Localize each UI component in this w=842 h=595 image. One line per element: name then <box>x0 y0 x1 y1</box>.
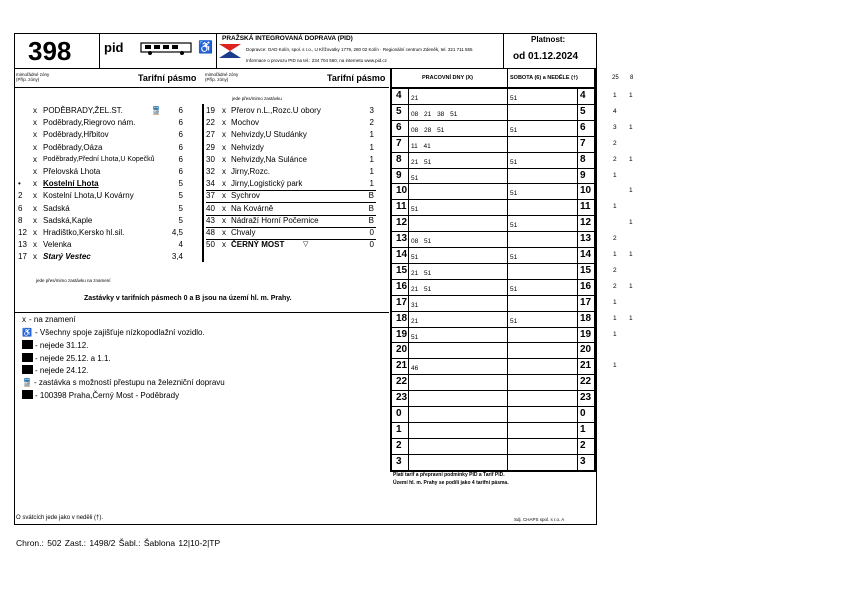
grid-line <box>390 120 596 121</box>
legend-text: - Všechny spoje zajišťuje nízkopodlažní vozidlo. <box>34 327 205 337</box>
stop-mark: x <box>222 130 226 140</box>
hour-label: 1 <box>396 423 402 435</box>
weekday-minutes: 51 <box>411 254 419 261</box>
stop-zone: 0 <box>369 228 374 237</box>
stop-time: 29 <box>206 142 215 152</box>
extra-count: 2 <box>613 266 617 274</box>
stop-zone: 4 <box>178 240 183 250</box>
operator-name: PRAŽSKÁ INTEGROVANÁ DOPRAVA (PID) <box>222 35 353 42</box>
tariff-note-1: Platí tarif a přepravní podmínky PID a Tarif PID. <box>393 472 505 478</box>
extra-count: 2 <box>613 235 617 243</box>
hour-label: 7 <box>580 137 586 149</box>
weekday-minutes: 46 <box>411 365 419 373</box>
train-icon: 🚆 <box>151 106 161 115</box>
hour-label: 4 <box>396 90 402 101</box>
extra-count: 1 <box>613 314 617 322</box>
legend-item <box>22 390 179 401</box>
hour-label: 12 <box>396 217 408 229</box>
stop-time: 22 <box>206 118 215 128</box>
hour-label: 18 <box>396 312 408 324</box>
stop-name: Přelovská Lhota <box>43 167 101 176</box>
hour-label: 18 <box>580 312 592 324</box>
hour-label: 23 <box>580 392 592 404</box>
stop-zone: B <box>368 215 374 225</box>
stop-zone: 6 <box>178 142 183 152</box>
stop-mark: x <box>222 191 226 201</box>
legend-text: - nejede 31.12. <box>35 341 89 350</box>
grid-line <box>390 263 596 264</box>
weekday-column-header: PRACOVNÍ DNY (X) <box>422 75 473 81</box>
weekend-minutes: 51 <box>510 190 518 198</box>
grid-line <box>390 454 596 455</box>
weekend-minutes: 51 <box>510 158 518 166</box>
stop-name: Nádraží Horní Počernice <box>231 215 319 225</box>
hour-label: 11 <box>580 201 591 213</box>
stop-time: 27 <box>206 130 215 140</box>
stop-time: 37 <box>206 191 215 201</box>
valid-date: od 01.12.2024 <box>513 51 579 62</box>
extra-count: 1 <box>613 171 617 179</box>
grid-line <box>390 231 596 232</box>
extra-column-header: 8 <box>630 75 634 81</box>
grid-line <box>390 87 596 89</box>
stop-time: 19 <box>206 106 215 115</box>
hour-label: 14 <box>580 249 592 260</box>
info-line: Informace o provozu PID na tel.: 234 704 560, na internetu www.pid.cz <box>246 58 387 63</box>
stop-mark: x <box>33 154 37 164</box>
note-bottom: jede přes/mimo zastávku na znamení <box>36 278 111 283</box>
stop-mark: x <box>33 203 37 213</box>
stop-time: 6 <box>18 203 23 213</box>
hour-label: 6 <box>396 121 402 133</box>
grid-line <box>390 358 596 359</box>
legend-item <box>22 378 225 388</box>
hour-label: 23 <box>396 392 408 404</box>
grid-line <box>390 247 596 248</box>
right-tariff-title: Tarifní pásmo <box>327 73 386 83</box>
stop-zone: 6 <box>178 154 183 164</box>
stop-zone: 5 <box>178 215 183 225</box>
hour-label: 22 <box>580 376 592 388</box>
weekend-minutes: 51 <box>510 285 518 293</box>
legend-item <box>22 353 111 364</box>
stop-mark: x <box>222 228 226 237</box>
hour-label: 4 <box>580 90 586 101</box>
weekday-minutes: 21 51 <box>411 285 432 293</box>
legend-item <box>22 340 88 351</box>
stop-zone: 6 <box>178 106 183 115</box>
hour-label: 15 <box>396 264 408 276</box>
tariff-note-2: Území hl. m. Prahy se podílí jako 4 tarifní pásma. <box>393 480 509 486</box>
grid-line <box>390 374 596 375</box>
weekday-minutes: 51 <box>411 333 419 341</box>
weekday-minutes: 21 <box>411 317 419 325</box>
train-icon: 🚆 <box>22 377 32 387</box>
stop-name: Mochov <box>231 118 260 128</box>
extra-count: 1 <box>613 362 617 370</box>
extra-count: 1 <box>629 282 633 290</box>
hour-label: 20 <box>580 344 592 356</box>
left-small-header: mimořádné zóny (Příp. zóny) <box>16 72 50 82</box>
grid-line <box>390 152 596 153</box>
hour-label: 17 <box>580 296 592 308</box>
stop-mark: x <box>222 203 226 213</box>
extra-count: 1 <box>613 330 617 338</box>
stop-zone: 1 <box>369 167 374 176</box>
stop-time: 17 <box>18 252 27 262</box>
extra-count: 1 <box>629 92 633 99</box>
weekend-minutes: 51 <box>510 317 518 325</box>
weekday-minutes: 31 <box>411 301 419 309</box>
hour-label: 17 <box>396 296 408 308</box>
hour-label: 9 <box>580 169 586 181</box>
weekend-minutes: 51 <box>510 254 518 261</box>
stop-zone: 5 <box>178 203 183 213</box>
hour-label: 10 <box>580 185 592 197</box>
hour-label: 19 <box>580 328 592 340</box>
extra-count: 2 <box>613 139 617 147</box>
route-divider <box>202 104 204 262</box>
hour-label: 16 <box>396 280 408 292</box>
stop-mark: x <box>222 118 226 128</box>
stop-zone: 2 <box>369 118 374 128</box>
legend-item <box>22 315 76 325</box>
extra-count: 1 <box>629 123 633 131</box>
carrier-line: Dopravce: OAD Kolín, spol. s r.o., U Křižovatky 1779, 280 02 Kolín · Regionální centrum Zdeněk, tel. 321 711 555 <box>246 47 473 52</box>
hour-label: 22 <box>396 376 408 388</box>
stop-time: 12 <box>18 228 27 237</box>
legend-symbol-box <box>22 353 33 362</box>
stop-mark: x <box>33 118 37 128</box>
extra-count: 1 <box>613 203 617 211</box>
legend-symbol-box <box>22 390 33 399</box>
stop-zone: 0 <box>369 240 374 250</box>
bus-icon <box>140 42 194 56</box>
stop-name: Nehvizdy,U Studánky <box>231 130 307 140</box>
stop-mark: x <box>222 142 226 152</box>
stop-mark: x <box>222 179 226 189</box>
line-number: 398 <box>28 36 72 66</box>
stop-name: Poděbrady,Oáza <box>43 142 103 152</box>
stop-zone: 1 <box>369 142 374 152</box>
page-footer: Chron.: 502 Zast.: 1498/2 Šabl.: Šablona 12|10-2|TP <box>16 538 221 548</box>
stop-zone: 6 <box>178 130 183 140</box>
stop-zone: 1 <box>369 154 374 164</box>
stop-name: Jirny,Rozc. <box>231 167 270 176</box>
grid-line <box>390 199 596 200</box>
extra-count: 1 <box>629 187 633 195</box>
stop-zone: 6 <box>178 118 183 128</box>
stop-zone: 6 <box>178 167 183 176</box>
hour-label: 3 <box>580 455 586 467</box>
stop-zone: 5 <box>178 179 183 189</box>
stop-zone: 5 <box>178 191 183 201</box>
stop-zone: 1 <box>369 179 374 189</box>
legend-item <box>22 328 205 338</box>
hour-label: 20 <box>396 344 408 356</box>
weekend-minutes: 51 <box>510 95 518 102</box>
extra-count: 2 <box>613 282 617 290</box>
legend-text: - nejede 25.12. a 1.1. <box>35 353 111 363</box>
divider <box>14 68 597 69</box>
stop-mark: x <box>33 130 37 140</box>
wheelchair-icon: ♿ <box>22 327 32 337</box>
stop-name: Starý Vestec <box>43 252 91 262</box>
weekday-minutes: 08 21 38 51 <box>411 110 458 118</box>
left-tariff-title: Tarifní pásmo <box>138 73 197 83</box>
stop-time: 34 <box>206 179 215 189</box>
stop-time: 8 <box>18 215 23 225</box>
grid-line <box>390 390 596 391</box>
stop-time: 43 <box>206 215 215 225</box>
valid-label: Platnost: <box>531 35 566 44</box>
hour-label: 5 <box>580 105 586 117</box>
hour-label: 8 <box>580 153 586 165</box>
grid-line <box>390 422 596 423</box>
hour-label: 8 <box>396 153 402 165</box>
stop-name: Velenka <box>43 240 72 250</box>
extra-count: 1 <box>629 251 633 258</box>
hour-label: 19 <box>396 328 408 340</box>
stop-zone: 3 <box>369 106 374 115</box>
stop-name: Sadská <box>43 203 70 213</box>
hour-label: 11 <box>396 201 407 213</box>
stop-name: Kostelní Lhota,U Kovárny <box>43 191 134 201</box>
hour-label: 0 <box>580 408 586 419</box>
hour-label: 21 <box>396 360 408 372</box>
grid-line <box>390 136 596 137</box>
weekday-minutes: 21 <box>411 95 419 102</box>
grid-line <box>390 295 596 296</box>
holiday-note: O svátcích jede jako v neděli (†). <box>16 515 104 521</box>
divider <box>216 33 217 68</box>
stop-name: Hradištko,Kersko hl.sil. <box>43 228 125 237</box>
hour-label: 15 <box>580 264 592 276</box>
stop-mark: x <box>222 106 226 115</box>
stop-time: • <box>18 179 21 189</box>
hour-label: 13 <box>580 233 592 245</box>
extra-count: 4 <box>613 107 617 115</box>
stop-name: Nehvizdy <box>231 142 264 152</box>
grid-line <box>390 183 596 184</box>
grid-line <box>390 406 596 407</box>
stop-name: Nehvizdy,Na Sulánce <box>231 154 307 164</box>
legend-symbol-box <box>22 340 33 349</box>
hour-label: 10 <box>396 185 408 197</box>
divider <box>14 312 389 313</box>
hour-label: 2 <box>396 439 402 451</box>
grid-line <box>390 438 596 439</box>
stop-time: 2 <box>18 191 23 201</box>
weekday-minutes: 08 28 51 <box>411 126 445 134</box>
stop-name: PODĚBRADY,ŽEL.ST. <box>43 106 123 115</box>
copyright: Sdj. CHAPS spol. s r.o. A <box>514 517 565 522</box>
terminus-icon: ▽ <box>303 241 309 249</box>
grid-line <box>507 68 508 471</box>
hour-label: 5 <box>396 105 402 117</box>
stop-name: Poděbrady,Riegrovo nám. <box>43 118 136 128</box>
stop-mark: x <box>222 215 226 225</box>
stop-time: 13 <box>18 240 27 250</box>
extra-count: 3 <box>613 123 617 131</box>
wheelchair-icon: ♿ <box>198 40 213 54</box>
weekend-minutes: 51 <box>510 222 518 230</box>
grid-line <box>390 104 596 105</box>
stop-name: Na Kovárně <box>231 203 274 213</box>
stop-name: Sychrov <box>231 191 260 201</box>
legend-text: - na znamení <box>29 315 76 324</box>
stop-mark: x <box>33 228 37 237</box>
stop-name: Poděbrady,Hřbitov <box>43 130 109 140</box>
extra-column-header: 25 <box>612 75 619 81</box>
hour-label: 2 <box>580 439 586 451</box>
legend-text: - 100398 Praha,Černý Most - Poděbrady <box>35 391 180 400</box>
grid-line <box>390 279 596 280</box>
stop-mark: x <box>33 191 37 201</box>
extra-count: 1 <box>629 314 633 322</box>
stop-mark: x <box>33 142 37 152</box>
hour-label: 7 <box>396 137 402 149</box>
stop-mark: x <box>33 252 37 262</box>
grid-border-right <box>594 68 596 472</box>
stop-zone: B <box>368 191 374 201</box>
hour-label: 13 <box>396 233 408 245</box>
zone-note: Zastávky v tarifních pásmech 0 a B jsou na území hl. m. Prahy. <box>84 295 292 302</box>
stop-name: Přerov n.L.,Rozc.U obory <box>231 106 321 115</box>
stop-name: Chvaly <box>231 228 256 237</box>
hour-label: 21 <box>580 360 592 372</box>
stop-mark: x <box>33 106 37 115</box>
stop-zone: B <box>368 203 374 213</box>
stop-name: Poděbrady,Přední Lhota,U Kopečků <box>43 155 155 163</box>
hour-label: 0 <box>396 408 402 419</box>
weekday-minutes: 08 51 <box>411 238 432 246</box>
hour-label: 16 <box>580 280 592 292</box>
stop-time: 50 <box>206 240 215 250</box>
divider <box>503 33 504 68</box>
stop-mark: x <box>222 167 226 176</box>
legend-item <box>22 365 88 376</box>
stop-name: ČERNÝ MOST <box>231 240 285 250</box>
stop-time: 48 <box>206 228 215 237</box>
extra-count: 1 <box>629 219 633 227</box>
grid-line <box>390 342 596 343</box>
stop-name: Jirny,Logistický park <box>231 179 303 189</box>
note-top: jede přes/mimo zastávku <box>232 96 282 101</box>
stop-mark: x <box>33 179 37 189</box>
stop-mark: x <box>33 215 37 225</box>
hour-label: 14 <box>396 249 408 260</box>
legend-symbol-box <box>22 365 33 374</box>
weekday-minutes: 21 51 <box>411 158 432 166</box>
hour-label: 3 <box>396 455 402 467</box>
grid-border-left <box>390 68 392 472</box>
legend-text: - zastávka s možností přestupu na železniční dopravu <box>33 377 225 387</box>
stop-mark: x <box>222 240 226 250</box>
weekend-minutes: 51 <box>510 126 518 134</box>
divider <box>99 33 100 68</box>
brand-logo: pid <box>104 40 124 55</box>
stop-name: Sadská,Kaple <box>43 215 93 225</box>
hour-label: 12 <box>580 217 592 229</box>
stop-zone: 4,5 <box>171 228 183 237</box>
legend-text: - nejede 24.12. <box>35 366 89 375</box>
stop-name: Kostelní Lhota <box>43 179 99 189</box>
weekend-column-header: SOBOTA (6) a NEDĚLE (†) <box>510 75 578 81</box>
grid-line <box>390 327 596 328</box>
hour-label: 1 <box>580 423 586 435</box>
weekday-minutes: 21 51 <box>411 269 432 277</box>
extra-count: 1 <box>613 251 617 258</box>
stop-time: 32 <box>206 167 215 176</box>
stop-zone: 1 <box>369 130 374 140</box>
grid-line <box>390 168 596 169</box>
stop-mark: x <box>33 167 37 176</box>
stop-time: 40 <box>206 203 215 213</box>
stop-zone: 3,4 <box>171 252 183 262</box>
stop-mark: x <box>222 154 226 164</box>
weekday-minutes: 51 <box>411 174 419 182</box>
hour-label: 6 <box>580 121 586 133</box>
extra-count: 1 <box>629 155 633 163</box>
weekday-minutes: 11 41 <box>411 142 431 150</box>
stop-time: 30 <box>206 154 215 164</box>
grid-line <box>390 215 596 216</box>
extra-count: 2 <box>613 155 617 163</box>
pid-flag-icon <box>219 44 241 58</box>
hour-label: 9 <box>396 169 402 181</box>
weekday-minutes: 51 <box>411 206 419 214</box>
legend-symbol: x <box>22 315 26 324</box>
divider <box>14 87 389 88</box>
extra-count: 1 <box>613 298 617 306</box>
stop-mark: x <box>33 240 37 250</box>
right-small-header: mimořádné zóny (Příp. zóny) <box>205 72 239 82</box>
grid-line <box>390 311 596 312</box>
extra-count: 1 <box>613 92 617 99</box>
